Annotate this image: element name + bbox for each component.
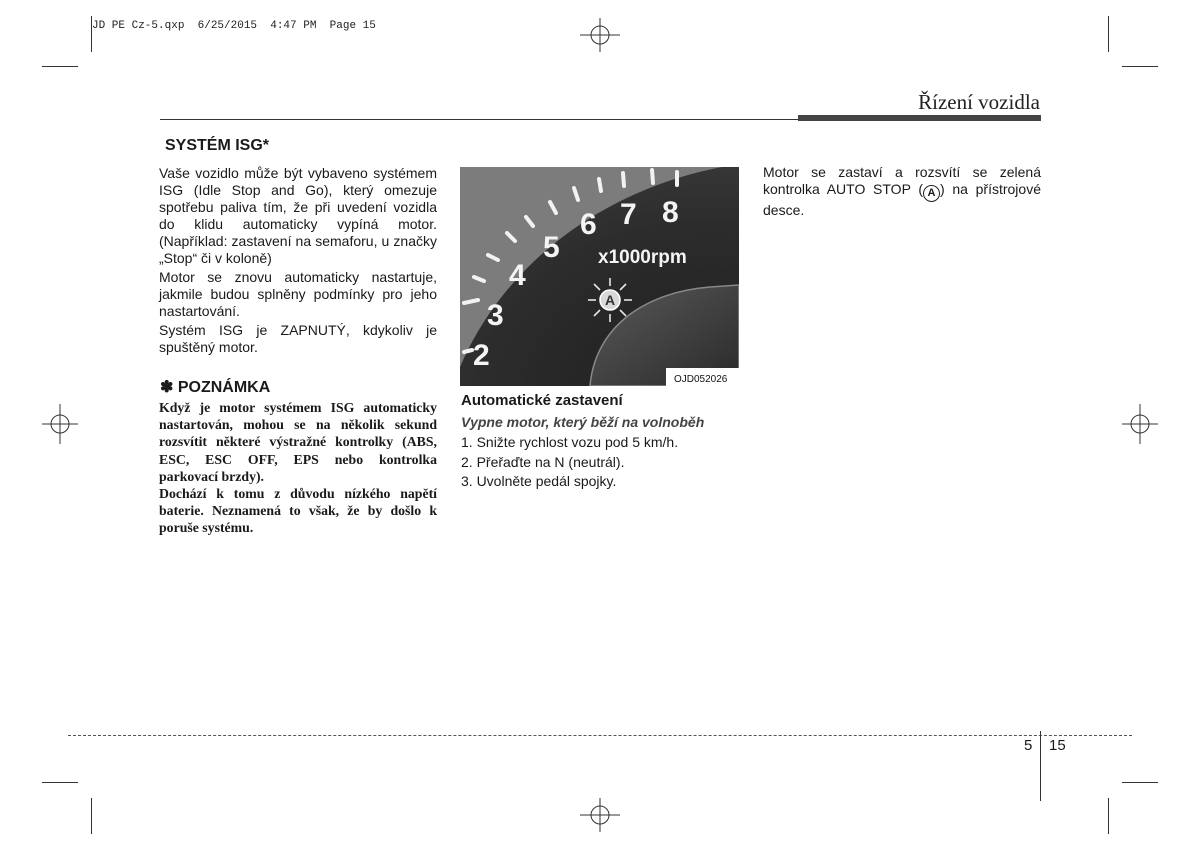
registration-mark-left <box>42 404 78 444</box>
print-slug: JD PE Cz-5.qxp 6/25/2015 4:47 PM Page 15 <box>92 20 376 32</box>
crop-mark <box>1108 798 1109 834</box>
step-item: 2. Přeřaďte na N (neutrál). <box>461 453 625 470</box>
isg-paragraph: Systém ISG je ZAPNUTÝ, kdykoliv je spuštěný motor. <box>159 322 437 355</box>
auto-stop-description <box>763 164 1041 219</box>
chapter-number: 5 <box>1024 737 1033 754</box>
isg-text <box>159 165 437 356</box>
tachometer-figure <box>460 167 739 386</box>
tachometer-illustration <box>460 167 739 386</box>
auto-stop-symbol-icon: A <box>923 185 940 202</box>
rpm-number: 2 <box>473 339 490 372</box>
page-number: 15 <box>1049 737 1066 754</box>
step-item: 3. Uvolněte pedál spojky. <box>461 473 617 489</box>
rpm-number: 6 <box>580 208 597 241</box>
section-title: Řízení vozidla <box>918 90 1040 114</box>
rpm-number: 7 <box>620 198 637 231</box>
footer-divider <box>1040 731 1041 801</box>
crop-mark <box>1108 16 1109 52</box>
auto-stop-indicator-icon <box>588 278 632 322</box>
description-text: Motor se zastaví a rozsvítí se zelená kontrolka AUTO STOP ( <box>763 164 1041 197</box>
auto-stop-heading: Automatické zastavení <box>461 392 623 409</box>
registration-mark-right <box>1122 404 1158 444</box>
rpm-number: 5 <box>543 231 560 264</box>
isg-title: SYSTÉM ISG* <box>165 137 270 154</box>
step-item: 1. Snižte rychlost vozu pod 5 km/h. <box>461 434 679 450</box>
indicator-letter: A <box>604 292 616 308</box>
auto-stop-steps <box>461 433 678 492</box>
note-text <box>159 399 437 537</box>
rpm-number: 4 <box>509 259 526 292</box>
rpm-number: 8 <box>662 196 679 229</box>
isg-paragraph: Vaše vozidlo může být vybaveno systémem ISG (Idle Stop and Go), který omezuje spotřebu paliva tím, že při uvedení vozidla do klidu automaticky vypíná motor. (Například: zastavení na semaforu, u značky „Stop“ či v koloně) <box>159 165 437 266</box>
crop-mark <box>1122 66 1158 67</box>
footer-rule <box>68 735 1132 736</box>
note-paragraph: Dochází k tomu z důvodu nízkého napětí baterie. Neznamená to však, že by došlo k poruše systému. <box>159 486 437 536</box>
rpm-number: 3 <box>487 299 504 332</box>
registration-mark-top <box>580 18 620 52</box>
crop-mark <box>91 16 92 52</box>
registration-mark-bottom <box>580 798 620 832</box>
crop-mark <box>42 782 78 783</box>
crop-mark <box>42 66 78 67</box>
figure-code: OJD052026 <box>674 374 728 385</box>
header-rule-thick <box>798 115 1041 121</box>
rpm-unit: x1000rpm <box>598 247 687 268</box>
crop-mark <box>91 798 92 834</box>
note-paragraph: Když je motor systémem ISG automaticky nastartován, mohou se na několik sekund rozsvítit některé výstražné kontrolky (ABS, ESC, ESC OFF, EPS nebo kontrolka parkovací brzdy). <box>159 400 437 484</box>
isg-paragraph: Motor se znovu automaticky nastartuje, jakmile budou splněny podmínky pro jeho nastartování. <box>159 269 437 319</box>
auto-stop-subheading: Vypne motor, který běží na volnoběh <box>461 414 705 430</box>
note-title: ✽ POZNÁMKA <box>160 379 271 396</box>
description-text: ) na přístrojové desce. <box>763 181 1041 218</box>
crop-mark <box>1122 782 1158 783</box>
header-rule <box>160 119 800 120</box>
